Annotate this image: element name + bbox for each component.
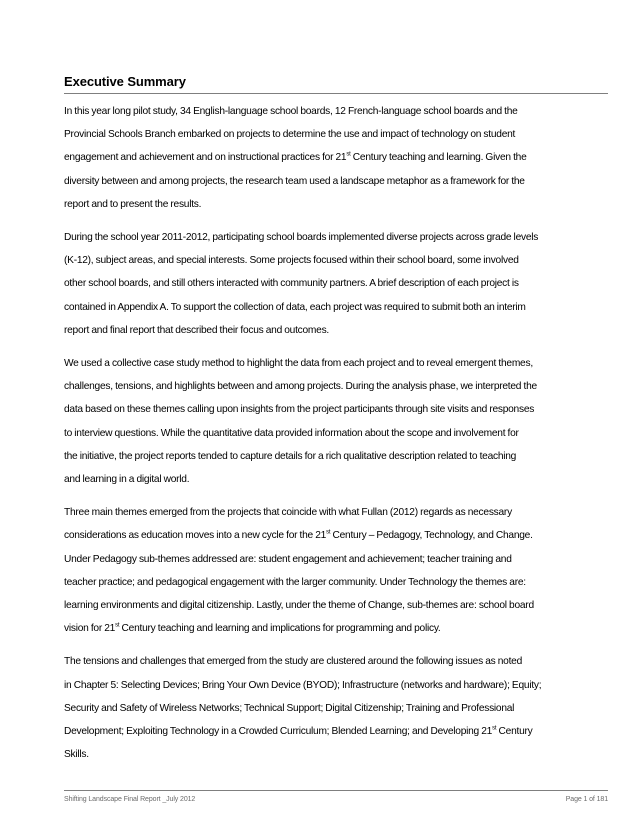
footer-divider [64,790,608,791]
text-line: teacher practice; and pedagogical engagement with the larger community. Under Technology the themes are: [64,576,526,588]
text-line: Skills. [64,749,89,761]
document-body [64,100,608,776]
text-line: In this year long pilot study, 34 English-language school boards, 12 French-language school boards and the [64,106,518,117]
text-line: data based on these themes calling upon insights from the project participants through site visits and responses [64,404,535,416]
text-line: Development; Exploiting Technology in a Crowded Curriculum; Blended Learning; and Developing 21st Century [64,725,533,738]
page-title: Executive Summary [64,74,186,89]
text-line: contained in Appendix A. To support the collection of data, each project was required to submit both an interim [64,301,526,313]
text-line: Security and Safety of Wireless Networks; Technical Support; Digital Citizenship; Training and Professional [64,702,515,714]
text-line: Under Pedagogy sub-themes addressed are: student engagement and achievement; teacher training and [64,553,512,565]
text-line: report and to present the results. [64,198,202,210]
paragraph-2 [64,226,608,342]
text-line: in Chapter 5: Selecting Devices; Bring Your Own Device (BYOD); Infrastructure (networks and hardware); Equity; [64,679,542,691]
text-line: and learning in a digital world. [64,474,190,486]
text-line: to interview questions. While the quantitative data provided information about the scope and involvement for [64,427,519,439]
paragraph-5 [64,650,608,766]
text-line: learning environments and digital citizenship. Lastly, under the theme of Change, sub-themes are: school board [64,600,534,612]
text-line: vision for 21st Century teaching and learning and implications for programming and policy. [64,622,441,635]
heading-divider [64,93,608,94]
paragraph-1 [64,100,608,216]
text-line: the initiative, the project reports tended to capture details for a rich qualitative description related to teaching [64,450,517,462]
text-line: During the school year 2011-2012, participating school boards implemented diverse projects across grade levels [64,232,539,244]
text-line: Three main themes emerged from the projects that coincide with what Fullan (2012) regards as necessary [64,507,512,519]
footer-page-number: Page 1 of 181 [565,796,608,803]
text-line: Provincial Schools Branch embarked on projects to determine the use and impact of technology on student [64,129,516,141]
text-line: other school boards, and still others interacted with community partners. A brief description of each project is [64,278,519,290]
paragraph-3 [64,352,608,491]
text-line: (K-12), subject areas, and special interests. Some projects focused within their school board, some involved [64,255,519,267]
text-line: engagement and achievement and on instructional practices for 21st Century teaching and learning. Given the [64,152,527,164]
text-line: The tensions and challenges that emerged from the study are clustered around the following issues as noted [64,656,522,668]
text-line: challenges, tensions, and highlights between and among projects. During the analysis phase, we interpreted the [64,381,537,393]
text-line: diversity between and among projects, the research team used a landscape metaphor as a framework for the [64,175,525,187]
paragraph-4 [64,501,608,640]
text-line: We used a collective case study method to highlight the data from each project and to reveal emergent themes, [64,358,533,370]
text-line: considerations as education moves into a new cycle for the 21st Century – Pedagogy, Technology, and Change. [64,530,533,542]
text-line: report and final report that described their focus and outcomes. [64,324,330,336]
footer-document-title: Shifting Landscape Final Report _July 2012 [64,796,196,803]
